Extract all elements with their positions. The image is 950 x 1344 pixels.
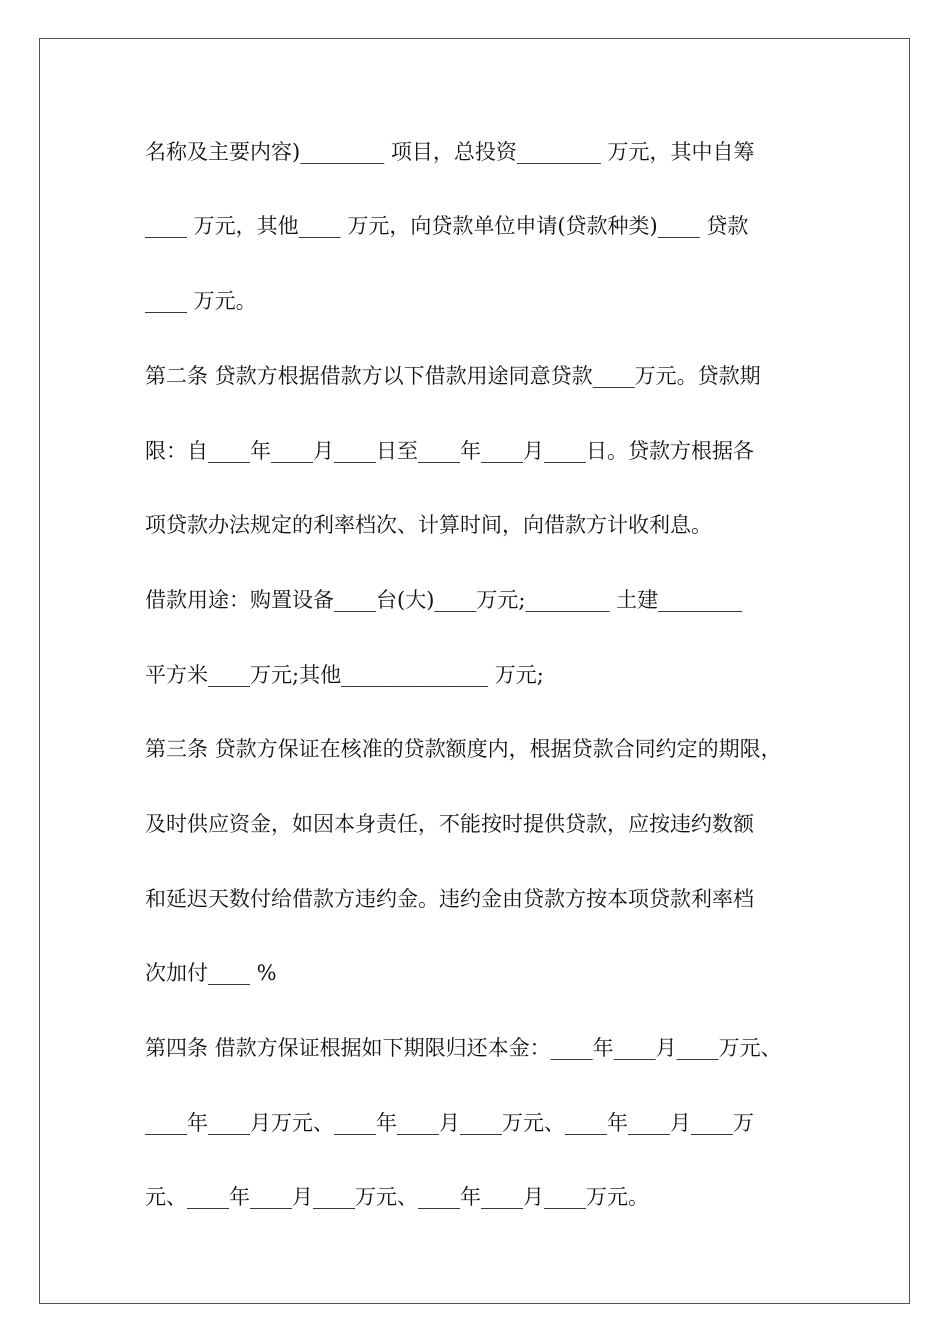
article-4-line-3: 元、____年____月____万元、____年____月____万元。 (145, 1185, 649, 1209)
article-4-line-1: 第四条 借款方保证根据如下期限归还本金：____年____月____万元、 (145, 1036, 782, 1060)
text-line-3: ____ 万元。 (145, 289, 257, 313)
article-2-line-2: 限：自____年____月____日至____年____月____日。贷款方根据各 (145, 439, 754, 463)
article-3-line-3: 和延迟天数付给借款方违约金。违约金由贷款方按本项贷款利率档 (145, 887, 754, 911)
article-2-line-1: 第二条 贷款方根据借款方以下借款用途同意贷款____万元。贷款期 (145, 364, 761, 388)
text-line-1: 名称及主要内容)________ 项目，总投资________ 万元，其中自筹 (145, 140, 755, 164)
loan-purpose-line-2: 平方米____万元;其他______________ 万元; (145, 663, 544, 687)
article-3-line-4: 次加付____ % (145, 961, 277, 985)
loan-purpose-line-1: 借款用途：购置设备____台(大)____万元;________ 土建________ (145, 588, 743, 612)
text-line-2: ____ 万元，其他____ 万元，向贷款单位申请(贷款种类)____ 贷款 (145, 214, 749, 238)
article-3-line-1: 第三条 贷款方保证在核准的贷款额度内，根据贷款合同约定的期限， (145, 737, 782, 761)
article-3-line-2: 及时供应资金，如因本身责任，不能按时提供贷款，应按违约数额 (145, 812, 754, 836)
article-2-line-3: 项贷款办法规定的利率档次、计算时间，向借款方计收利息。 (145, 513, 712, 537)
article-4-line-2: ____年____月万元、____年____月____万元、____年____月____万 (145, 1111, 754, 1135)
